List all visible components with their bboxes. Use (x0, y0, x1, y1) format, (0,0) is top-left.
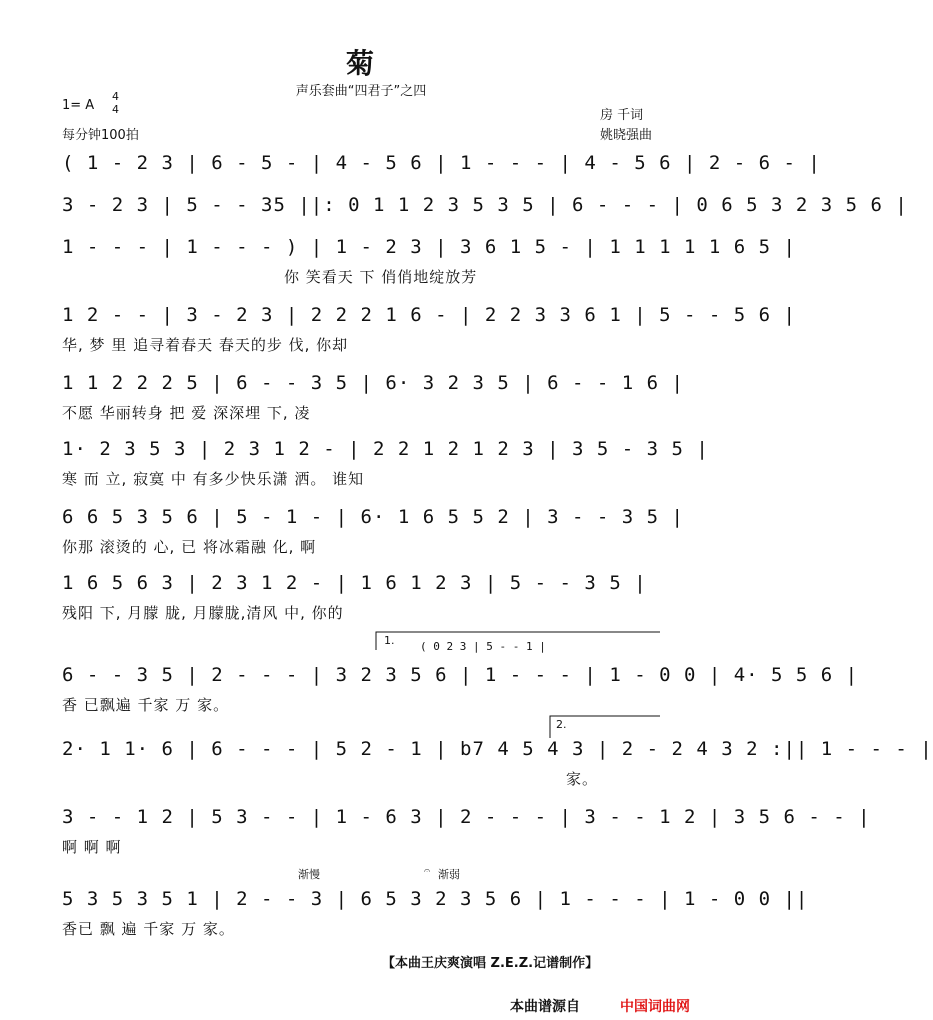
lyrics-row-12: 香已 飘 遍 千家 万 家。 (62, 920, 235, 938)
lyrics-row-4: 华, 梦 里 追寻着春天 春天的步 伐, 你却 (62, 336, 349, 354)
meter-bottom: 4 (112, 103, 119, 116)
notation-row-4: 1 2 - - | 3 - 2 3 | 2 2 2 1 6 - | 2 2 3 3 6 1 | 5 - - 5 6 | (62, 304, 796, 326)
meter-top: 4 (112, 90, 119, 103)
ritardando-mark: 渐慢 (298, 868, 320, 881)
notation-row-2: 3 - 2 3 | 5 - - 35 ||: 0 1 1 2 3 5 3 5 | 6 - - - | 0 6 5 3 2 3 5 6 | (62, 194, 908, 216)
time-signature (112, 90, 119, 116)
lyricist-credit: 房 千词 (600, 108, 644, 123)
lyrics-row-6: 寒 而 立, 寂寞 中 有多少快乐潇 洒。 谁知 (62, 470, 365, 488)
lyrics-row-9: 香 已飘遍 千家 万 家。 (62, 696, 230, 714)
notation-row-5: 1 1 2 2 2 5 | 6 - - 3 5 | 6· 3 2 3 5 | 6 - - 1 6 | (62, 372, 684, 394)
page-subtitle: 声乐套曲“四君子”之四 (295, 84, 427, 99)
fermata-mark: 𝄐 (424, 864, 431, 877)
second-ending-bracket (550, 716, 660, 738)
notation-row-10: 2· 1 1· 6 | 6 - - - | 5 2 - 1 | b7 4 5 4 3 | 2 - 2 4 3 2 :|| 1 - - - | (62, 738, 933, 760)
lyrics-row-5: 不愿 华丽转身 把 爱 深深埋 下, 凌 (62, 404, 311, 422)
notation-row-3: 1 - - - | 1 - - - ) | 1 - 2 3 | 3 6 1 5 - | 1 1 1 1 1 6 5 | (62, 236, 796, 258)
first-ending-label: 1. (384, 634, 395, 647)
lyrics-row-3: 你 笑看天 下 俏俏地绽放芳 (284, 268, 478, 286)
tempo-marking: 每分钟100拍 (62, 128, 139, 143)
notation-row-11: 3 - - 1 2 | 5 3 - - | 1 - 6 3 | 2 - - - | 3 - - 1 2 | 3 5 6 - - | (62, 806, 871, 828)
notation-row-1: ( 1 - 2 3 | 6 - 5 - | 4 - 5 6 | 1 - - - | 4 - 5 6 | 2 - 6 - | (62, 152, 821, 174)
site-name-link[interactable]: 中国词曲网 (620, 999, 690, 1015)
notation-row-12: 5 3 5 3 5 1 | 2 - - 3 | 6 5 3 2 3 5 6 | 1 - - - | 1 - 0 0 || (62, 888, 809, 910)
notation-row-9: 6 - - 3 5 | 2 - - - | 3 2 3 5 6 | 1 - - - | 1 - 0 0 | 4· 5 5 6 | (62, 664, 859, 686)
lyrics-row-8: 残阳 下, 月朦 胧, 月朦胧,清风 中, 你的 (62, 604, 344, 622)
lyrics-row-10: 家。 (566, 770, 599, 788)
lyrics-row-7: 你那 滚烫的 心, 已 将冰霜融 化, 啊 (62, 538, 317, 556)
first-ending-cue: ( 0 2 3 | 5 - - 1 | (420, 640, 546, 653)
notation-row-7: 6 6 5 3 5 6 | 5 - 1 - | 6· 1 6 5 5 2 | 3 - - 3 5 | (62, 506, 684, 528)
second-ending-label: 2. (556, 718, 567, 731)
performance-credit-box: 【本曲王庆爽演唱 Z.E.Z.记谱制作】 (382, 956, 599, 971)
composer-credit: 姚晓强曲 (600, 128, 653, 143)
notation-row-6: 1· 2 3 5 3 | 2 3 1 2 - | 2 2 1 2 1 2 3 | 3 5 - 3 5 | (62, 438, 709, 460)
key-signature: 1= A (62, 98, 95, 113)
page-title: 菊 (345, 47, 376, 80)
diminuendo-mark: 渐弱 (438, 868, 460, 881)
notation-row-8: 1 6 5 6 3 | 2 3 1 2 - | 1 6 1 2 3 | 5 - - 3 5 | (62, 572, 647, 594)
lyrics-row-11: 啊 啊 啊 (62, 838, 122, 856)
source-label: 本曲谱源自 (510, 999, 580, 1015)
